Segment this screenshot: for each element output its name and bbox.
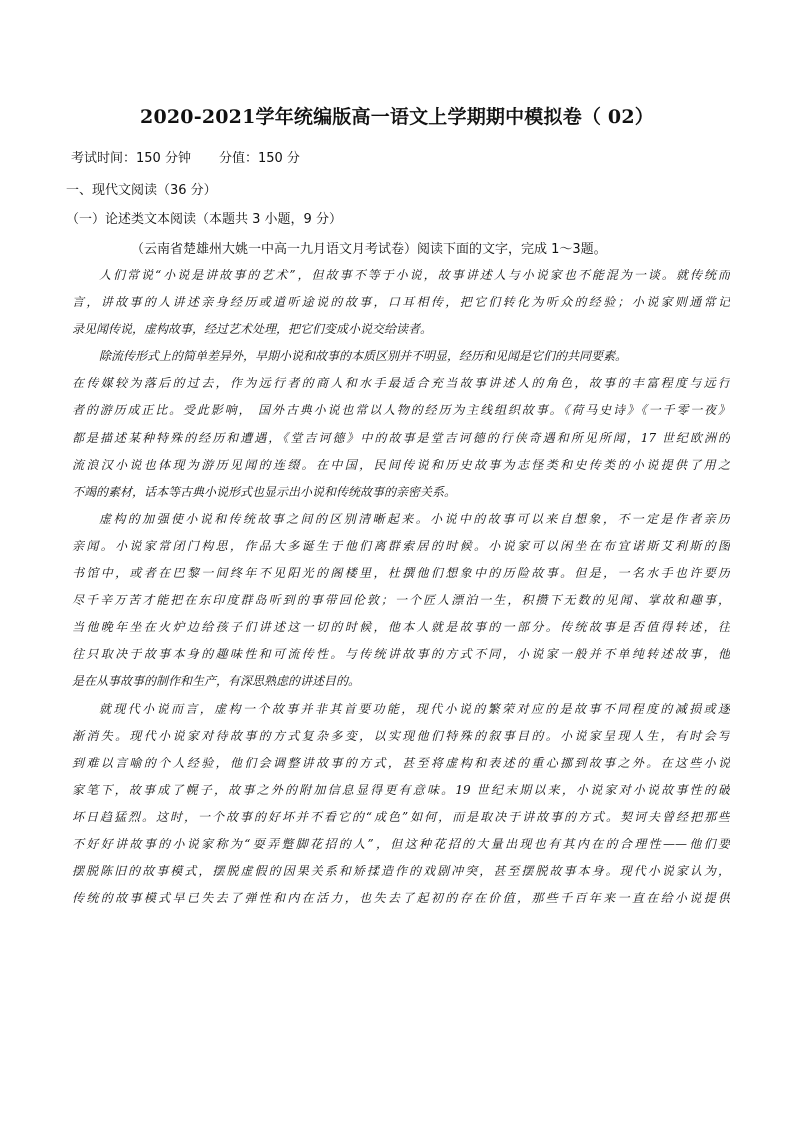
passage-line: 不好好讲故事的小说家称为“耍弄蹩脚花招的人”，但这种花招的大量出现也有其内在的合理性——他们要 (72, 836, 730, 851)
passage-line: 往只取决于故事本身的趣味性和可流传性。与传统讲故事的方式不同，小说家一般并不单纯转述故事，他 (72, 647, 730, 662)
passage-line: 就现代小说而言，虚构一个故事并非其首要功能，现代小说的繁荣对应的是故事不同程度的减损或逐 (99, 701, 730, 716)
passage-line: 渐消失。现代小说家对待故事的方式复杂多变，以实现他们特殊的叙事目的。小说家呈现人生，有时会写 (72, 728, 730, 743)
passage-line: 都是描述某种特殊的经历和遭遇，《堂吉诃德》中的故事是堂吉诃德的行侠奇遇和所见所闻，17 世纪欧洲的 (72, 430, 730, 445)
document-title: 2020-2021学年统编版高一语文上学期期中模拟卷（ 02） (140, 106, 654, 128)
passage-line: 录见闻传说，虚构故事，经过艺术处理，把它们变成小说交给读者。 (72, 322, 433, 337)
section-heading: 一、现代文阅读（36 分） (66, 183, 217, 198)
passage-line: 传统的故事模式早已失去了弹性和内在活力，也失去了起初的存在价值，那些千百年来一直在给小说提供 (72, 891, 730, 906)
passage-line: 书馆中，或者在巴黎一间终年不见阳光的阁楼里，杜撰他们想象中的历险故事。但是，一名水手也许要历 (72, 566, 730, 581)
passage-line: 是在从事故事的制作和生产，有深思熟虑的讲述目的。 (72, 674, 361, 689)
passage-line: 言，讲故事的人讲述亲身经历或道听途说的故事，口耳相传，把它们转化为听众的经验；小说家则通常记 (72, 295, 730, 310)
passage-line: 不竭的素材，话本等古典小说形式也显示出小说和传统故事的亲密关系。 (72, 484, 457, 499)
passage-line: 虚构的加强使小说和传统故事之间的区别清晰起来。小说中的故事可以来自想象，不一定是作者亲历 (99, 511, 730, 526)
passage-line: 尽千辛万苦才能把在东印度群岛听到的事带回伦敦；一个匠人漂泊一生，积攒下无数的见闻、掌故和趣事， (72, 593, 730, 608)
passage-line: 亲闻。小说家常闭门构思，作品大多诞生于他们离群索居的时候。小说家可以闲坐在布宜诺斯艾利斯的图 (72, 538, 730, 553)
passage-line: 当他晚年坐在火炉边给孩子们讲述这一切的时候，他本人就是故事的一部分。传统故事是否值得转述，往 (72, 620, 730, 635)
passage-line: 者的游历成正比。受此影响， 国外古典小说也常以人物的经历为主线组织故事。《荷马史诗》《一千零一夜》 (72, 403, 730, 418)
exam-score: 分值：150 分 (218, 151, 300, 166)
reading-instruction: （云南省楚雄州大姚一中高一九月语文月考试卷）阅读下面的文字，完成 1～3题。 (131, 242, 607, 257)
reading-passage (72, 262, 730, 912)
passage-line: 到难以言喻的个人经验，他们会调整讲故事的方式，甚至将虚构和表述的重心挪到故事之外。在这些小说 (72, 755, 730, 770)
exam-time: 考试时间：150 分钟 (71, 151, 191, 166)
subsection-heading: （一）论述类文本阅读（本题共 3 小题，9 分） (66, 212, 342, 227)
exam-meta (71, 147, 300, 166)
passage-line: 流浪汉小说也体现为游历见闻的连缀。在中国，民间传说和历史故事为志怪类和史传类的小说提供了用之 (72, 457, 730, 472)
passage-line: 坏日趋猛烈。这时，一个故事的好坏并不看它的“成色”如何，而是取决于讲故事的方式。契诃夫曾经把那些 (72, 809, 730, 824)
passage-line: 摆脱陈旧的故事模式，摆脱虚假的因果关系和矫揉造作的戏剧冲突，甚至摆脱故事本身。现代小说家认为， (72, 864, 730, 879)
passage-line: 人们常说“小说是讲故事的艺术”，但故事不等于小说，故事讲述人与小说家也不能混为一谈。就传统而 (99, 268, 730, 282)
passage-line: 在传媒较为落后的过去，作为远行者的商人和水手最适合充当故事讲述人的角色，故事的丰富程度与远行 (72, 376, 730, 391)
passage-line: 除流传形式上的简单差异外，早期小说和故事的本质区别并不明显，经历和见闻是它们的共同要素。 (99, 349, 628, 364)
passage-line: 家笔下，故事成了幌子，故事之外的附加信息显得更有意味。19 世纪末期以来，小说家对小说故事性的破 (72, 782, 730, 797)
